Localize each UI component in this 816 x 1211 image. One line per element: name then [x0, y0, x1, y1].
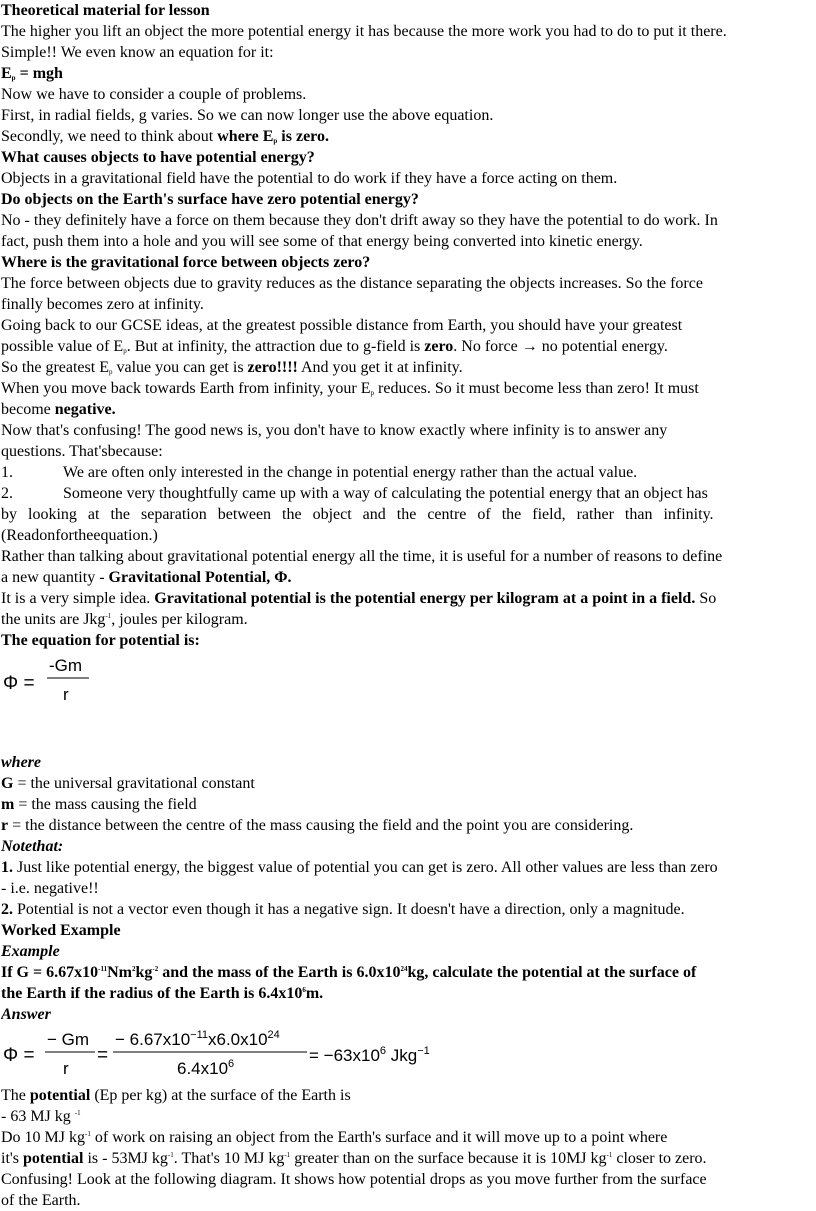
formula-spacer — [1, 723, 816, 752]
potential-surface-value: - 63 MJ kg $^{-1}$ — [1, 1108, 81, 1125]
solution-numerator-1: − Gm — [47, 1030, 90, 1049]
solution-denominator-2: $6.4x10^6$ — [177, 1058, 235, 1078]
rather-line-1: Rather than talking about gravitational potential energy all the time, it is useful for a number of reasons to define — [1, 548, 723, 565]
intro-line-1: The higher you lift an object the more potential energy it has because the more work you had to do to put it there. — [1, 23, 727, 40]
example-question-line-1: If $G = 6.67x10^{-11}Nm^2kg^{-2}$ and the mass of the Earth is $6.0x10^{24}kg$, calculate the potential at the surface of — [1, 964, 697, 981]
answer-label: Answer — [1, 1006, 51, 1023]
diagram-intro-line-2: of the Earth. — [1, 1192, 81, 1209]
example-question-line-2: the Earth if the radius of the Earth is $6.4x10^6m$. — [1, 985, 324, 1002]
answer-paragraph-3-line-1: The force between objects due to gravity reduces as the distance separating the objects increases. So the force — [1, 275, 703, 292]
list-item-2: 2. Someone very thoughtfully came up with a way of calculating the potential energy that an object has — [1, 485, 708, 502]
note-1-line-2: - i.e. negative!! — [1, 880, 99, 897]
note-1-line-1: 1. Just like potential energy, the biggest value of potential you can get is zero. All other values are less than zero — [1, 859, 718, 876]
where-label: where — [1, 754, 41, 771]
intro-line-5: First, in radial fields, g varies. So we can now longer use the above equation. — [1, 107, 494, 124]
equation-heading: The equation for potential is: — [1, 632, 200, 649]
confusing-line-1: Now that's confusing! The good news is, you don't have to know exactly where infinity is to answer any — [1, 422, 668, 439]
answer-paragraph-2-line-2: fact, push them into a hole and you will see some of that energy being converted into kinetic energy. — [1, 233, 643, 250]
intro-line-4: Now we have to consider a couple of problems. — [1, 86, 307, 103]
potential-surface-line: The potential (Ep per kg) at the surface of the Earth is — [1, 1087, 351, 1104]
potential-formula — [1, 653, 121, 723]
answer-paragraph-2-line-1: No - they definitely have a force on them because they don't drift away so they have the potential to do work. In — [1, 212, 718, 229]
gcse-paragraph-line-2: possible value of $E_p$. But at infinity, the attraction due to g-field is zero. No force → no potential energy. — [1, 338, 668, 355]
example-label: Example — [1, 943, 60, 960]
list-item-2-line-2: by looking at the separation between the object and the centre of the field, rather than infinity. — [1, 506, 714, 523]
question-heading-2: Do objects on the Earth's surface have zero potential energy? — [1, 191, 419, 208]
solution-numerator-2: − $6.67x10^{-11}x6.0x10^{24}$ — [115, 1029, 280, 1049]
move-back-line-1: When you move back towards Earth from infinity, your $E_p$ reduces. So it must become less than zero! It must — [1, 380, 699, 397]
solution-denominator-1: r — [63, 1059, 69, 1078]
question-heading-1: What causes objects to have potential energy? — [1, 149, 315, 166]
rather-line-2: a new quantity - Gravitational Potential, Φ. — [1, 569, 292, 586]
move-back-line-2: become negative. — [1, 401, 116, 418]
solution-result: = $-63x10^6$ Jkg$^{-1}$ — [309, 1045, 430, 1065]
work-raising-line-2: it's potential is - 53MJ $kg^{-1}$. That's 10 MJ $kg^{-1}$ greater than on the surface because it is 10MJ $kg^{-1}$ closer to zero. — [1, 1150, 707, 1167]
formula-denominator: r — [63, 685, 69, 704]
simple-idea-line-2: the units are Jkg$^{-1}$, joules per kilogram. — [1, 611, 248, 628]
definition-m: m = the mass causing the field — [1, 796, 197, 813]
definition-r: r = the distance between the centre of the mass causing the field and the point you are considering. — [1, 817, 634, 834]
answer-paragraph-1: Objects in a gravitational field have the potential to do work if they have a force acting on them. — [1, 170, 618, 187]
diagram-intro-line-1: Confusing! Look at the following diagram. It shows how potential drops as you move further from the surface — [1, 1171, 707, 1188]
worked-solution-formula — [1, 1027, 461, 1085]
note-2: 2. Potential is not a vector even though it has a negative sign. It doesn't have a direction, only a magnitude. — [1, 901, 685, 918]
intro-line-6: Secondly, we need to think about where $E_p$ is zero. — [1, 128, 329, 145]
definition-g: G = the universal gravitational constant — [1, 775, 255, 792]
equation-ep-mgh: $E_p$ = mgh — [1, 65, 63, 82]
answer-paragraph-3-line-2: finally becomes zero at infinity. — [1, 296, 204, 313]
work-raising-line-1: Do 10 MJ $kg^{-1}$ of work on raising an object from the Earth's surface and it will move up to a point where — [1, 1129, 668, 1146]
question-heading-3: Where is the gravitational force between objects zero? — [1, 254, 371, 271]
gcse-paragraph-line-1: Going back to our GCSE ideas, at the greatest possible distance from Earth, you should have your greatest — [1, 317, 683, 334]
greatest-value-line: So the greatest $E_p$ value you can get is zero!!!! And you get it at infinity. — [1, 359, 463, 376]
list-item-1: 1. We are often only interested in the change in potential energy rather than the actual value. — [1, 464, 638, 481]
list-item-2-line-3: (Readonfortheequation.) — [1, 527, 158, 544]
document-heading: Theoretical material for lesson — [1, 2, 210, 19]
intro-line-2: Simple!! We even know an equation for it: — [1, 44, 274, 61]
note-heading: Notethat: — [1, 838, 64, 855]
solution-phi: Φ = — [3, 1045, 35, 1066]
simple-idea-line-1: It is a very simple idea. Gravitational potential is the potential energy per kilogram at a point in a field. So — [1, 590, 717, 607]
worked-example-heading: Worked Example — [1, 922, 121, 939]
formula-phi: Φ = — [3, 673, 35, 694]
confusing-line-2: questions. That'sbecause: — [1, 443, 163, 460]
formula-numerator: -Gm — [49, 656, 83, 675]
solution-equals: = — [97, 1045, 109, 1066]
